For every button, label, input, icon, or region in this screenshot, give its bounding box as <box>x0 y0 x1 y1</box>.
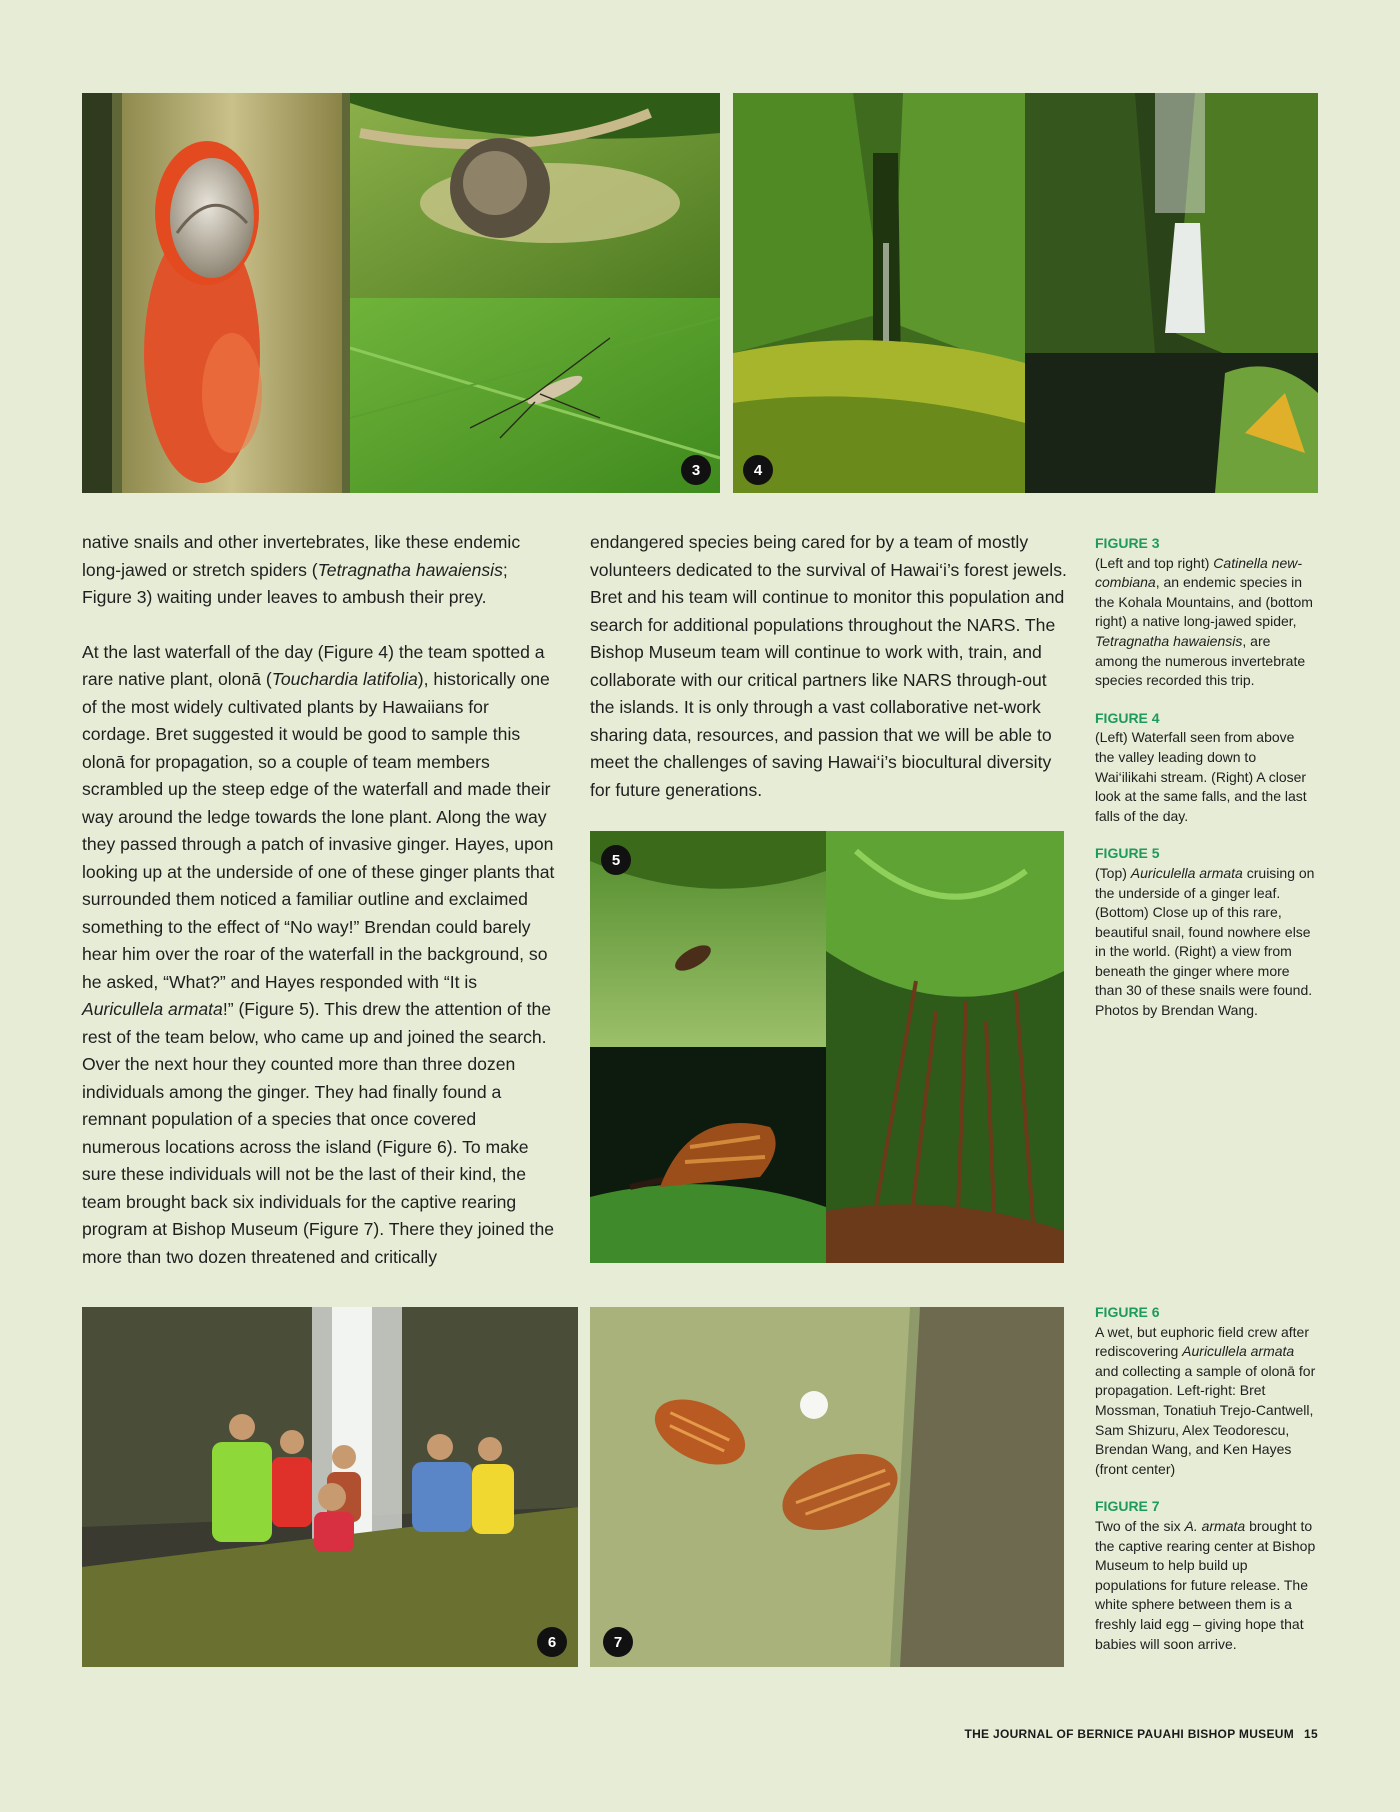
page-number: 15 <box>1304 1727 1318 1741</box>
text-run: (Left) Waterfall seen from above the valley leading down to Wai‘ilikahi stream. (Right) A closer look at the same falls, and the last falls of the day. <box>1095 729 1307 824</box>
figure3-spider-photo <box>350 298 720 493</box>
journal-title: THE JOURNAL OF BERNICE PAUAHI BISHOP MUSEUM <box>964 1727 1295 1741</box>
text-run: !” (Figure 5). This drew the attention of the rest of the team below, who came up and joined the search. Over the next hour they counted more than three dozen individuals among the ginger. They had finally found a remnant population of a species that once covered numerous locations across the island (Figure 6). To make sure these individuals will not be the last of their kind, the team brought back six individuals for the captive rearing program at Bishop Museum (Figure 7). There they joined the more than two dozen threatened and critically <box>82 999 555 1267</box>
figure5-caption-text <box>1095 864 1317 1021</box>
figure5-snail-closeup-photo <box>590 1047 826 1263</box>
figure4-caption-title: FIGURE 4 <box>1095 709 1160 726</box>
text-run: and collecting a sample of olonā for propagation. Left-right: Bret Mossman, Tonatiuh Trejo-Cantwell, Sam Shizuru, Alex Teodorescu, Brendan Wang, and Ken Hayes (front center) <box>1095 1362 1316 1477</box>
figure3-caption-text <box>1095 554 1317 691</box>
figure5-caption <box>1095 844 1317 1020</box>
figure6-badge: 6 <box>537 1627 567 1657</box>
text-run: cruising on the underside of a ginger leaf. (Bottom) Close up of this rare, beautiful snail, found nowhere else in the world. (Right) a view from beneath the ginger where more than 30 of these snails were found. Photos by Brendan Wang. <box>1095 864 1315 1019</box>
text-run: (Top) <box>1095 864 1131 881</box>
figure4-waterfall-photo <box>1025 93 1318 493</box>
figure7-caption <box>1095 1497 1317 1654</box>
figure7-badge: 7 <box>603 1627 633 1657</box>
figure4-badge: 4 <box>743 455 773 485</box>
italic-text-run: Auricullela armata <box>82 999 223 1019</box>
figure3-caption-title: FIGURE 3 <box>1095 535 1160 551</box>
body-column-2 <box>590 529 1068 831</box>
text-run: (Left and top right) <box>1095 554 1214 571</box>
italic-text-run: Tetragnatha hawaiensis <box>1095 632 1243 649</box>
italic-text-run: Auricullela armata <box>1182 1343 1295 1360</box>
body-column-1 <box>82 529 558 1298</box>
figure6-caption-title: FIGURE 6 <box>1095 1304 1160 1320</box>
text-run: A wet, but euphoric field crew after rediscovering <box>1095 1323 1309 1360</box>
text-run: brought to the captive rearing center at Bishop Museum to help build up populations for future release. The white sphere between them is a freshly laid egg – giving hope that babies will soon arrive. <box>1095 1517 1316 1652</box>
text-run: ), historically one of the most widely cultivated plants by Hawaiians for cordage. Bret suggested it would be good to sample this olonā for propagation, so a couple of team members scrambled up the steep edge of the waterfall and made their way around the ledge towards the lone plant. Along the way they passed through a patch of invasive ginger. Hayes, upon looking up at the underside of one of these ginger plants that surrounded them noticed a familiar outline and exclaimed something to the effect of “No way!” Brendan could barely hear him over the roar of the waterfall in the background, so he asked, “What?” and Hayes responded with “It is <box>82 669 555 992</box>
italic-text-run: Auriculella armata <box>1130 864 1243 881</box>
figure3-snail-on-stem-photo <box>82 93 350 493</box>
figure3-badge: 3 <box>681 455 711 485</box>
figure4-caption <box>1095 709 1317 827</box>
italic-text-run: Catinella new-combiana <box>1095 554 1303 591</box>
figure3-snail-top-photo <box>350 93 720 298</box>
text-run: , are among the numerous invertebrate species recorded this trip. <box>1095 632 1306 689</box>
figure5-badge: 5 <box>601 845 631 875</box>
text-run: Two of the six <box>1095 1517 1185 1534</box>
figure7-snails-egg-photo <box>590 1307 1064 1667</box>
figure6-caption <box>1095 1303 1317 1479</box>
italic-text-run: Touchardia latifolia <box>271 669 418 689</box>
text-run: ; Figure 3) waiting under leaves to ambush their prey. <box>82 559 508 607</box>
body-paragraph-1 <box>82 529 558 612</box>
body-paragraph-3 <box>590 529 1068 804</box>
figure4-caption-text <box>1095 728 1317 826</box>
figure7-caption-text <box>1095 1517 1317 1654</box>
figure6-field-crew-photo <box>82 1307 578 1667</box>
text-run: , an endemic species in the Kohala Mountains, and (bottom right) a native long-jawed spider, <box>1095 574 1313 630</box>
page-footer <box>964 1727 1318 1741</box>
text-run: endangered species being cared for by a team of mostly volunteers dedicated to the survival of Hawai‘i’s forest jewels. Bret and his team will continue to monitor this population and search for additional populations throughout the NARS. The Bishop Museum team will continue to work with, train, and collaborate with our critical partners like NARS through-out the islands. It is only through a vast collaborative net-work sharing data, resources, and passion that we will be able to meet the challenges of saving Hawai‘i’s biocultural diversity for future generations. <box>590 532 1067 800</box>
body-paragraph-2 <box>82 639 558 1272</box>
text-run: At the last waterfall of the day (Figure 4) the team spotted a rare native plant, olonā ( <box>82 641 545 689</box>
text-run: native snails and other invertebrates, like these endemic long-jawed or stretch spiders ( <box>82 532 521 580</box>
figure7-caption-title: FIGURE 7 <box>1095 1498 1160 1515</box>
italic-text-run: A. armata <box>1184 1517 1246 1534</box>
figure5-caption-title: FIGURE 5 <box>1095 845 1160 862</box>
captions-bottom <box>1095 1303 1317 1672</box>
figure5-ginger-underside-photo <box>826 831 1064 1263</box>
captions-top <box>1095 534 1317 1039</box>
figure6-caption-text <box>1095 1323 1317 1480</box>
italic-text-run: Tetragnatha hawaiensis <box>317 559 503 580</box>
figure4-valley-photo <box>733 93 1025 493</box>
figure3-caption <box>1095 534 1317 691</box>
